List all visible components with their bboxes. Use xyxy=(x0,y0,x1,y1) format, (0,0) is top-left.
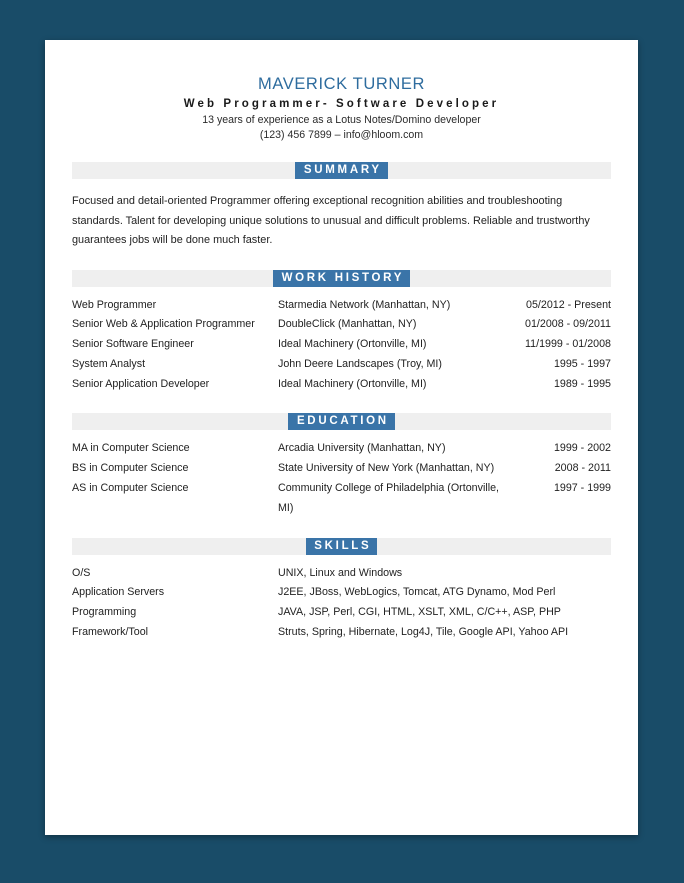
candidate-tagline: Web Programmer- Software Developer xyxy=(183,98,500,110)
candidate-subtitle: 13 years of experience as a Lotus Notes/Domino developer xyxy=(202,114,481,126)
work-dates: 1995 - 1997 xyxy=(553,357,611,370)
resume-page xyxy=(45,40,638,835)
education-row xyxy=(72,439,611,459)
education-dates: 1997 - 1999 xyxy=(553,482,611,495)
work-history-row xyxy=(72,355,611,375)
education-school: Arcadia University (Manhattan, NY) xyxy=(278,442,446,455)
education-degree: BS in Computer Science xyxy=(72,462,189,475)
work-company: DoubleClick (Manhattan, NY) xyxy=(278,318,417,331)
section-band-work-history xyxy=(72,270,611,287)
work-company: Ideal Machinery (Ortonville, MI) xyxy=(278,377,427,390)
section-title-work-history: WORK HISTORY xyxy=(273,270,410,287)
skill-category: Programming xyxy=(72,606,137,619)
work-company: Ideal Machinery (Ortonville, MI) xyxy=(278,338,427,351)
work-role: Senior Software Engineer xyxy=(72,338,194,351)
candidate-name: MAVERICK TURNER xyxy=(258,75,425,93)
work-dates: 01/2008 - 09/2011 xyxy=(525,318,611,331)
work-history-row xyxy=(72,335,611,355)
section-title-summary: SUMMARY xyxy=(295,162,388,179)
section-title-education: EDUCATION xyxy=(288,413,395,430)
skill-value: J2EE, JBoss, WebLogics, Tomcat, ATG Dynamo, Mod Perl xyxy=(278,586,556,599)
work-dates: 05/2012 - Present xyxy=(526,298,611,311)
resume-header xyxy=(72,40,611,143)
skills-row xyxy=(72,564,611,584)
candidate-contact: (123) 456 7899 – info@hloom.com xyxy=(259,129,424,141)
work-history-row xyxy=(72,375,611,395)
section-band-summary xyxy=(72,162,611,179)
work-history-list xyxy=(72,296,611,395)
summary-body: Focused and detail-oriented Programmer offering exceptional recognition abilities and troubleshooting standards. Talent for developing unique solutions to unusual and difficult problems. Reliable and trustworthy guarantees jobs will be done much faster. xyxy=(72,195,590,246)
education-dates: 2008 - 2011 xyxy=(554,462,611,475)
education-dates: 1999 - 2002 xyxy=(553,442,611,455)
section-title-skills: SKILLS xyxy=(306,538,378,555)
education-school: State University of New York (Manhattan, NY) xyxy=(278,462,495,475)
skill-value: Struts, Spring, Hibernate, Log4J, Tile, Google API, Yahoo API xyxy=(278,626,569,639)
skills-row xyxy=(72,623,611,643)
education-degree: MA in Computer Science xyxy=(72,442,190,455)
education-degree: AS in Computer Science xyxy=(72,482,189,495)
work-role: Web Programmer xyxy=(72,298,157,311)
skills-list xyxy=(72,564,611,643)
education-list xyxy=(72,439,611,518)
work-role: Senior Application Developer xyxy=(72,377,210,390)
skill-category: O/S xyxy=(72,566,91,579)
work-history-row xyxy=(72,296,611,316)
skills-row xyxy=(72,603,611,623)
work-dates: 1989 - 1995 xyxy=(553,377,611,390)
skills-row xyxy=(72,583,611,603)
education-school: Community College of Philadelphia (Ortonville, MI) xyxy=(278,482,499,514)
resume-content xyxy=(45,40,638,643)
work-company: Starmedia Network (Manhattan, NY) xyxy=(278,298,451,311)
skill-value: UNIX, Linux and Windows xyxy=(278,566,403,579)
skill-category: Application Servers xyxy=(72,586,165,599)
work-role: System Analyst xyxy=(72,357,146,370)
work-dates: 11/1999 - 01/2008 xyxy=(525,338,611,351)
work-history-row xyxy=(72,315,611,335)
section-band-education xyxy=(72,413,611,430)
skill-value: JAVA, JSP, Perl, CGI, HTML, XSLT, XML, C/C++, ASP, PHP xyxy=(278,606,561,619)
education-row xyxy=(72,479,611,519)
skill-category: Framework/Tool xyxy=(72,626,149,639)
section-band-skills xyxy=(72,538,611,555)
work-company: John Deere Landscapes (Troy, MI) xyxy=(278,357,442,370)
education-row xyxy=(72,459,611,479)
work-role: Senior Web & Application Programmer xyxy=(72,318,255,331)
